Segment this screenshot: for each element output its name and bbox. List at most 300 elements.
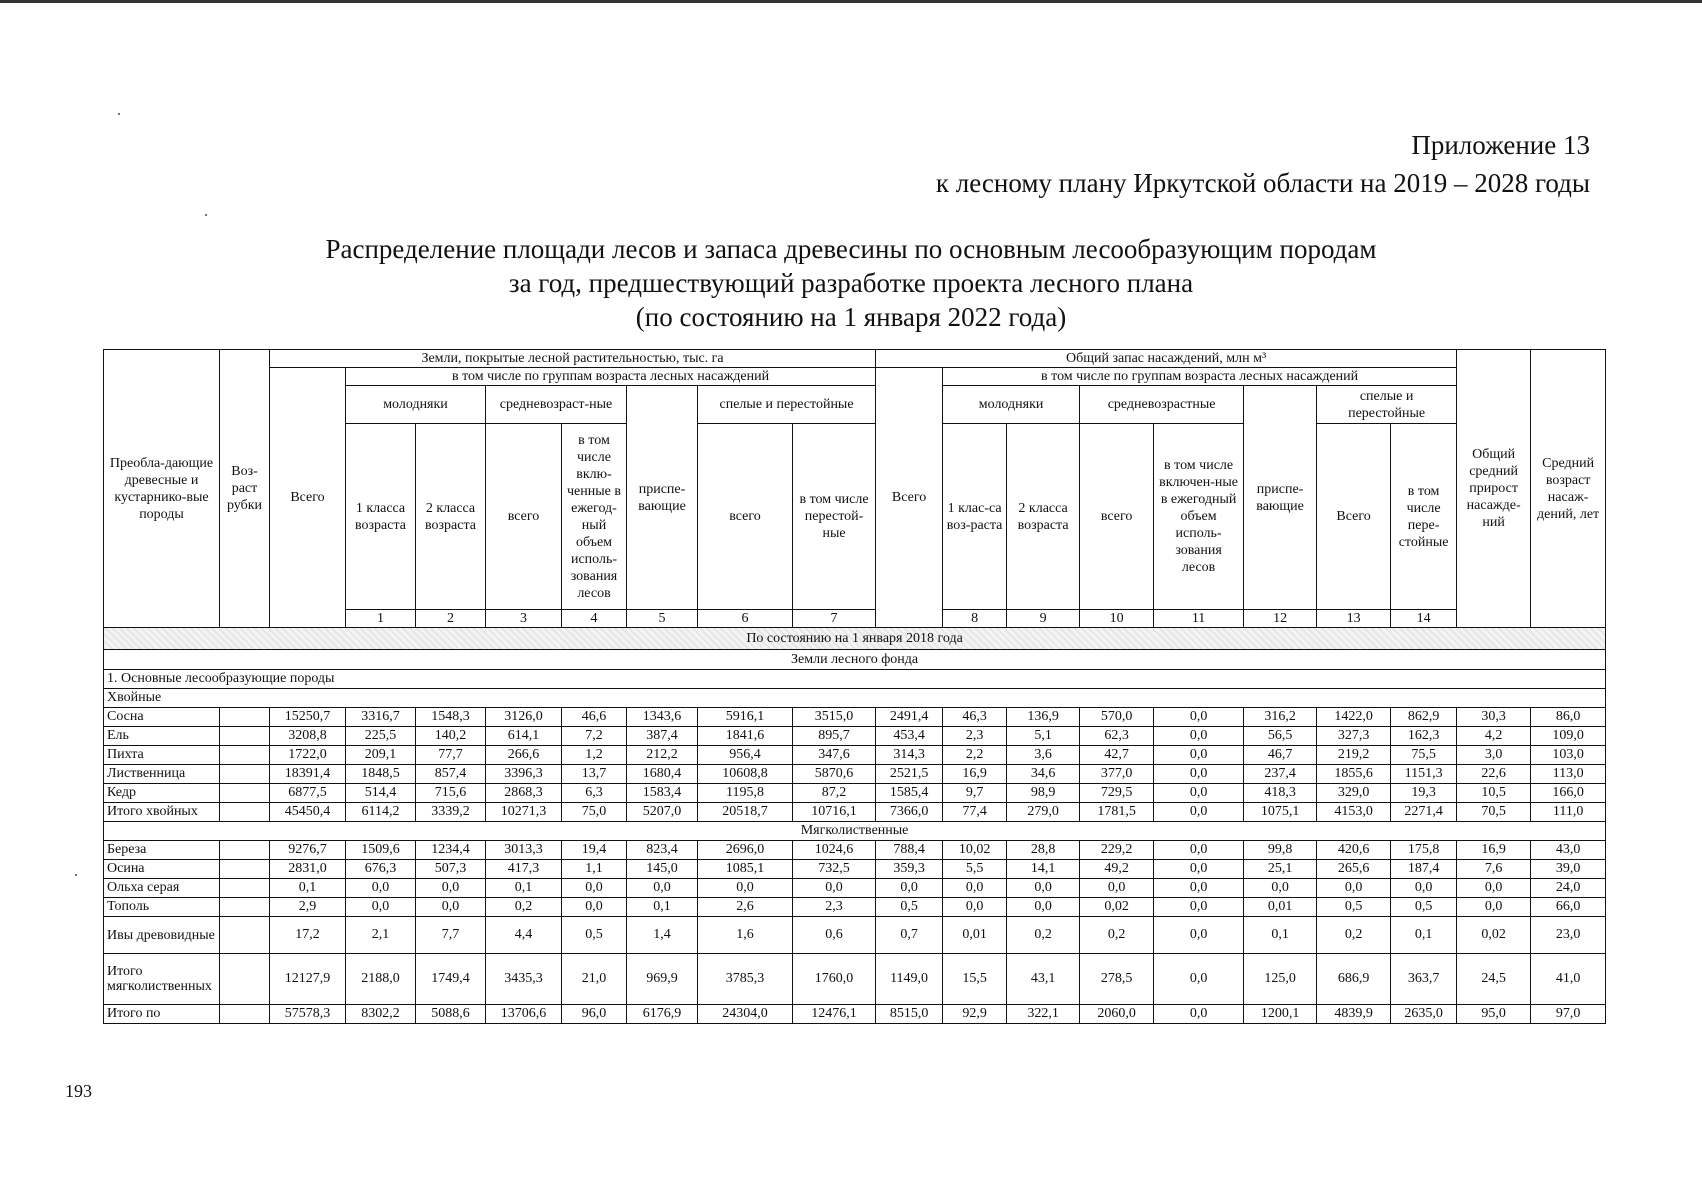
table-row [104, 917, 1606, 954]
column-number-cell: 7 [793, 610, 876, 628]
value-cell: 316,2 [1244, 708, 1317, 727]
species-name-cell: Пихта [104, 746, 220, 765]
value-cell: 70,5 [1457, 803, 1531, 822]
felling-age-cell [220, 803, 270, 822]
species-name-cell: Итого мягколиственных [104, 954, 220, 1005]
main-species-label: 1. Основные лесообразующие породы [104, 670, 1606, 689]
column-number-cell: 14 [1391, 610, 1457, 628]
value-cell: 28,8 [1007, 841, 1080, 860]
column-number-cell: 1 [346, 610, 416, 628]
value-cell: 77,7 [416, 746, 486, 765]
value-cell: 56,5 [1244, 727, 1317, 746]
header-area-mature: спелые и перестойные [698, 386, 876, 424]
value-cell: 46,3 [943, 708, 1007, 727]
value-cell: 17,2 [270, 917, 346, 954]
value-cell: 2868,3 [486, 784, 562, 803]
value-cell: 0,0 [1154, 898, 1244, 917]
value-cell: 0,0 [876, 879, 943, 898]
scan-speck [118, 113, 120, 115]
value-cell: 6,3 [562, 784, 627, 803]
value-cell: 0,2 [1007, 917, 1080, 954]
header-growth: Общий средний прирост насажде-ний [1457, 350, 1531, 628]
value-cell: 187,4 [1391, 860, 1457, 879]
value-cell: 1509,6 [346, 841, 416, 860]
value-cell: 417,3 [486, 860, 562, 879]
table-row [104, 860, 1606, 879]
header-stock-total: Всего [876, 368, 943, 628]
table-row [104, 898, 1606, 917]
header-stock-age-groups: в том числе по группам возраста лесных насаждений [943, 368, 1457, 386]
value-cell: 1151,3 [1391, 765, 1457, 784]
felling-age-cell [220, 917, 270, 954]
species-name-cell: Ель [104, 727, 220, 746]
value-cell: 676,3 [346, 860, 416, 879]
header-stock-middle: средневозрастные [1080, 386, 1244, 424]
value-cell: 0,1 [1244, 917, 1317, 954]
header-area-group: Земли, покрытые лесной растительностью, тыс. га [270, 350, 876, 368]
value-cell: 3,6 [1007, 746, 1080, 765]
value-cell: 0,0 [1154, 708, 1244, 727]
value-cell: 0,2 [1317, 917, 1391, 954]
value-cell: 0,0 [943, 898, 1007, 917]
column-number-cell: 2 [416, 610, 486, 628]
value-cell: 1680,4 [627, 765, 698, 784]
value-cell: 4,2 [1457, 727, 1531, 746]
scan-speck [75, 874, 77, 876]
value-cell: 1781,5 [1080, 803, 1154, 822]
value-cell: 66,0 [1531, 898, 1606, 917]
value-cell: 10271,3 [486, 803, 562, 822]
value-cell: 125,0 [1244, 954, 1317, 1005]
value-cell: 956,4 [698, 746, 793, 765]
header-area-overmature: в том числе перестой-ные [793, 424, 876, 610]
value-cell: 3515,0 [793, 708, 876, 727]
value-cell: 1,6 [698, 917, 793, 954]
species-name-cell: Лиственница [104, 765, 220, 784]
value-cell: 20518,7 [698, 803, 793, 822]
table-row [104, 784, 1606, 803]
column-number-cell: 11 [1154, 610, 1244, 628]
value-cell: 16,9 [1457, 841, 1531, 860]
page-top-edge [0, 0, 1702, 3]
value-cell: 895,7 [793, 727, 876, 746]
column-number-cell: 10 [1080, 610, 1154, 628]
value-cell: 347,6 [793, 746, 876, 765]
value-cell: 0,2 [1080, 917, 1154, 954]
value-cell: 2188,0 [346, 954, 416, 1005]
value-cell: 507,3 [416, 860, 486, 879]
value-cell: 34,6 [1007, 765, 1080, 784]
value-cell: 377,0 [1080, 765, 1154, 784]
header-stock-overmature: в том числе пере-стойные [1391, 424, 1457, 610]
value-cell: 0,01 [943, 917, 1007, 954]
value-cell: 1722,0 [270, 746, 346, 765]
value-cell: 24,5 [1457, 954, 1531, 1005]
value-cell: 57578,3 [270, 1005, 346, 1024]
value-cell: 2,3 [943, 727, 1007, 746]
value-cell: 6114,2 [346, 803, 416, 822]
value-cell: 75,0 [562, 803, 627, 822]
value-cell: 857,4 [416, 765, 486, 784]
page-number: 193 [65, 1081, 92, 1101]
species-name-cell: Итого хвойных [104, 803, 220, 822]
value-cell: 7,6 [1457, 860, 1531, 879]
value-cell: 62,3 [1080, 727, 1154, 746]
value-cell: 2060,0 [1080, 1005, 1154, 1024]
value-cell: 1848,5 [346, 765, 416, 784]
value-cell: 614,1 [486, 727, 562, 746]
value-cell: 2696,0 [698, 841, 793, 860]
species-name-cell: Береза [104, 841, 220, 860]
header-felling-age: Воз-раст рубки [220, 350, 270, 628]
value-cell: 1760,0 [793, 954, 876, 1005]
value-cell: 145,0 [627, 860, 698, 879]
value-cell: 0,0 [1154, 784, 1244, 803]
header-area-middle-annual: в том числе вклю-ченные в ежегод-ный объем исполь-зования лесов [562, 424, 627, 610]
header-stock-mature: спелые и перестойные [1317, 386, 1457, 424]
value-cell: 1024,6 [793, 841, 876, 860]
felling-age-cell [220, 746, 270, 765]
table-row [104, 841, 1606, 860]
header-area-age-groups: в том числе по группам возраста лесных насаждений [346, 368, 876, 386]
value-cell: 30,3 [1457, 708, 1531, 727]
scan-speck [205, 214, 207, 216]
value-cell: 225,5 [346, 727, 416, 746]
value-cell: 514,4 [346, 784, 416, 803]
column-number-cell: 6 [698, 610, 793, 628]
value-cell: 862,9 [1391, 708, 1457, 727]
value-cell: 0,0 [562, 898, 627, 917]
document-title [0, 232, 1702, 334]
value-cell: 5916,1 [698, 708, 793, 727]
value-cell: 97,0 [1531, 1005, 1606, 1024]
value-cell: 0,0 [1154, 727, 1244, 746]
value-cell: 1085,1 [698, 860, 793, 879]
value-cell: 41,0 [1531, 954, 1606, 1005]
species-name-cell: Ольха серая [104, 879, 220, 898]
value-cell: 109,0 [1531, 727, 1606, 746]
value-cell: 24304,0 [698, 1005, 793, 1024]
table-row [104, 765, 1606, 784]
header-species: Преобла-дающие древесные и кустарнико-вые породы [104, 350, 220, 628]
value-cell: 1200,1 [1244, 1005, 1317, 1024]
value-cell: 1749,4 [416, 954, 486, 1005]
value-cell: 10716,1 [793, 803, 876, 822]
value-cell: 98,9 [1007, 784, 1080, 803]
value-cell: 2271,4 [1391, 803, 1457, 822]
header-stock-class-2: 2 класса возраста [1007, 424, 1080, 610]
value-cell: 3339,2 [416, 803, 486, 822]
conifers-label: Хвойные [104, 689, 1606, 708]
value-cell: 4153,0 [1317, 803, 1391, 822]
value-cell: 10,02 [943, 841, 1007, 860]
value-cell: 9276,7 [270, 841, 346, 860]
value-cell: 0,0 [1154, 879, 1244, 898]
table-row [104, 746, 1606, 765]
value-cell: 2,2 [943, 746, 1007, 765]
fund-row [104, 650, 1606, 670]
value-cell: 1075,1 [1244, 803, 1317, 822]
value-cell: 279,0 [1007, 803, 1080, 822]
value-cell: 86,0 [1531, 708, 1606, 727]
species-name-cell: Кедр [104, 784, 220, 803]
value-cell: 0,2 [486, 898, 562, 917]
column-number-cell: 3 [486, 610, 562, 628]
felling-age-cell [220, 879, 270, 898]
felling-age-cell [220, 1005, 270, 1024]
value-cell: 0,0 [1244, 879, 1317, 898]
value-cell: 2,9 [270, 898, 346, 917]
value-cell: 2491,4 [876, 708, 943, 727]
header-area-mature-all: всего [698, 424, 793, 610]
species-name-cell: Итого по [104, 1005, 220, 1024]
column-number-cell: 4 [562, 610, 627, 628]
value-cell: 2,6 [698, 898, 793, 917]
value-cell: 18391,4 [270, 765, 346, 784]
value-cell: 3316,7 [346, 708, 416, 727]
value-cell: 39,0 [1531, 860, 1606, 879]
value-cell: 5,5 [943, 860, 1007, 879]
header-area-class-1: 1 класса возраста [346, 424, 416, 610]
value-cell: 10608,8 [698, 765, 793, 784]
forest-distribution-table [103, 349, 1606, 1024]
value-cell: 22,6 [1457, 765, 1531, 784]
value-cell: 42,7 [1080, 746, 1154, 765]
value-cell: 77,4 [943, 803, 1007, 822]
felling-age-cell [220, 727, 270, 746]
value-cell: 266,6 [486, 746, 562, 765]
value-cell: 823,4 [627, 841, 698, 860]
header-stock-young: молодняки [943, 386, 1080, 424]
species-name-cell: Ивы древовидные [104, 917, 220, 954]
value-cell: 0,5 [1317, 898, 1391, 917]
value-cell: 3,0 [1457, 746, 1531, 765]
value-cell: 0,0 [1457, 879, 1531, 898]
value-cell: 3126,0 [486, 708, 562, 727]
header-stock-class-1: 1 клас-са воз-раста [943, 424, 1007, 610]
fund-label: Земли лесного фонда [104, 650, 1606, 670]
value-cell: 0,0 [1154, 803, 1244, 822]
value-cell: 0,0 [1154, 917, 1244, 954]
value-cell: 0,0 [1154, 765, 1244, 784]
value-cell: 453,4 [876, 727, 943, 746]
species-name-cell: Сосна [104, 708, 220, 727]
header-area-young: молодняки [346, 386, 486, 424]
value-cell: 686,9 [1317, 954, 1391, 1005]
value-cell: 0,0 [346, 879, 416, 898]
value-cell: 0,1 [1391, 917, 1457, 954]
felling-age-cell [220, 860, 270, 879]
value-cell: 0,0 [1317, 879, 1391, 898]
table-row [104, 879, 1606, 898]
table-row [104, 954, 1606, 1005]
value-cell: 8515,0 [876, 1005, 943, 1024]
value-cell: 2635,0 [1391, 1005, 1457, 1024]
value-cell: 732,5 [793, 860, 876, 879]
value-cell: 0,5 [876, 898, 943, 917]
value-cell: 5207,0 [627, 803, 698, 822]
value-cell: 729,5 [1080, 784, 1154, 803]
felling-age-cell [220, 708, 270, 727]
value-cell: 0,0 [793, 879, 876, 898]
value-cell: 113,0 [1531, 765, 1606, 784]
value-cell: 3208,8 [270, 727, 346, 746]
value-cell: 1585,4 [876, 784, 943, 803]
value-cell: 1422,0 [1317, 708, 1391, 727]
value-cell: 1343,6 [627, 708, 698, 727]
value-cell: 16,9 [943, 765, 1007, 784]
value-cell: 363,7 [1391, 954, 1457, 1005]
value-cell: 6176,9 [627, 1005, 698, 1024]
value-cell: 0,0 [416, 879, 486, 898]
value-cell: 0,0 [1457, 898, 1531, 917]
value-cell: 278,5 [1080, 954, 1154, 1005]
value-cell: 1583,4 [627, 784, 698, 803]
value-cell: 420,6 [1317, 841, 1391, 860]
value-cell: 1,4 [627, 917, 698, 954]
table-row [104, 803, 1606, 822]
value-cell: 788,4 [876, 841, 943, 860]
header-stock-middle-all: всего [1080, 424, 1154, 610]
conifers-row [104, 689, 1606, 708]
value-cell: 359,3 [876, 860, 943, 879]
value-cell: 43,0 [1531, 841, 1606, 860]
header-area-class-2: 2 класса возраста [416, 424, 486, 610]
value-cell: 8302,2 [346, 1005, 416, 1024]
value-cell: 4,4 [486, 917, 562, 954]
value-cell: 0,0 [698, 879, 793, 898]
main-species-row [104, 670, 1606, 689]
felling-age-cell [220, 954, 270, 1005]
value-cell: 1149,0 [876, 954, 943, 1005]
value-cell: 212,2 [627, 746, 698, 765]
felling-age-cell [220, 784, 270, 803]
value-cell: 5088,6 [416, 1005, 486, 1024]
value-cell: 87,2 [793, 784, 876, 803]
value-cell: 3396,3 [486, 765, 562, 784]
softwood-label: Мягколиственные [104, 822, 1606, 841]
value-cell: 1,2 [562, 746, 627, 765]
value-cell: 21,0 [562, 954, 627, 1005]
value-cell: 0,7 [876, 917, 943, 954]
table-row [104, 708, 1606, 727]
title-line-2: за год, предшествующий разработке проекта лесного плана [508, 268, 1194, 298]
felling-age-cell [220, 898, 270, 917]
value-cell: 0,6 [793, 917, 876, 954]
value-cell: 175,8 [1391, 841, 1457, 860]
value-cell: 4839,9 [1317, 1005, 1391, 1024]
value-cell: 0,02 [1080, 898, 1154, 917]
value-cell: 570,0 [1080, 708, 1154, 727]
value-cell: 2521,5 [876, 765, 943, 784]
species-name-cell: Осина [104, 860, 220, 879]
value-cell: 314,3 [876, 746, 943, 765]
value-cell: 19,3 [1391, 784, 1457, 803]
value-cell: 0,0 [1391, 879, 1457, 898]
value-cell: 13,7 [562, 765, 627, 784]
value-cell: 715,6 [416, 784, 486, 803]
value-cell: 0,0 [346, 898, 416, 917]
value-cell: 99,8 [1244, 841, 1317, 860]
value-cell: 0,0 [1007, 898, 1080, 917]
value-cell: 0,0 [627, 879, 698, 898]
header-average-age: Средний возраст насаж-дений, лет [1531, 350, 1606, 628]
value-cell: 229,2 [1080, 841, 1154, 860]
value-cell: 7,2 [562, 727, 627, 746]
value-cell: 219,2 [1317, 746, 1391, 765]
value-cell: 9,7 [943, 784, 1007, 803]
value-cell: 3435,3 [486, 954, 562, 1005]
value-cell: 1,1 [562, 860, 627, 879]
value-cell: 0,0 [1154, 860, 1244, 879]
softwood-row [104, 822, 1606, 841]
value-cell: 7,7 [416, 917, 486, 954]
value-cell: 25,1 [1244, 860, 1317, 879]
value-cell: 0,0 [1080, 879, 1154, 898]
header-area-premature: приспе-вающие [627, 386, 698, 610]
value-cell: 327,3 [1317, 727, 1391, 746]
value-cell: 166,0 [1531, 784, 1606, 803]
value-cell: 162,3 [1391, 727, 1457, 746]
value-cell: 1195,8 [698, 784, 793, 803]
value-cell: 46,6 [562, 708, 627, 727]
value-cell: 49,2 [1080, 860, 1154, 879]
header-area-middle: средневозраст-ные [486, 386, 627, 424]
value-cell: 1855,6 [1317, 765, 1391, 784]
value-cell: 23,0 [1531, 917, 1606, 954]
value-cell: 111,0 [1531, 803, 1606, 822]
column-number-cell: 12 [1244, 610, 1317, 628]
header-area-total: Всего [270, 368, 346, 628]
value-cell: 12476,1 [793, 1005, 876, 1024]
value-cell: 237,4 [1244, 765, 1317, 784]
value-cell: 3013,3 [486, 841, 562, 860]
value-cell: 0,0 [562, 879, 627, 898]
value-cell: 0,01 [1244, 898, 1317, 917]
value-cell: 265,6 [1317, 860, 1391, 879]
table-row [104, 1005, 1606, 1024]
column-number-cell: 8 [943, 610, 1007, 628]
value-cell: 0,1 [627, 898, 698, 917]
value-cell: 46,7 [1244, 746, 1317, 765]
value-cell: 0,1 [486, 879, 562, 898]
value-cell: 209,1 [346, 746, 416, 765]
value-cell: 103,0 [1531, 746, 1606, 765]
value-cell: 5,1 [1007, 727, 1080, 746]
value-cell: 15250,7 [270, 708, 346, 727]
value-cell: 136,9 [1007, 708, 1080, 727]
value-cell: 92,9 [943, 1005, 1007, 1024]
value-cell: 75,5 [1391, 746, 1457, 765]
value-cell: 15,5 [943, 954, 1007, 1005]
value-cell: 969,9 [627, 954, 698, 1005]
header-stock-premature: приспе-вающие [1244, 386, 1317, 610]
species-name-cell: Тополь [104, 898, 220, 917]
table-row [104, 727, 1606, 746]
value-cell: 96,0 [562, 1005, 627, 1024]
header-stock-middle-annual: в том числе включен-ные в ежегодный объем исполь-зования лесов [1154, 424, 1244, 610]
value-cell: 0,0 [1154, 1005, 1244, 1024]
value-cell: 329,0 [1317, 784, 1391, 803]
value-cell: 19,4 [562, 841, 627, 860]
felling-age-cell [220, 765, 270, 784]
value-cell: 418,3 [1244, 784, 1317, 803]
value-cell: 0,5 [1391, 898, 1457, 917]
value-cell: 10,5 [1457, 784, 1531, 803]
as-of-label: По состоянию на 1 января 2018 года [104, 628, 1606, 650]
value-cell: 140,2 [416, 727, 486, 746]
value-cell: 5870,6 [793, 765, 876, 784]
